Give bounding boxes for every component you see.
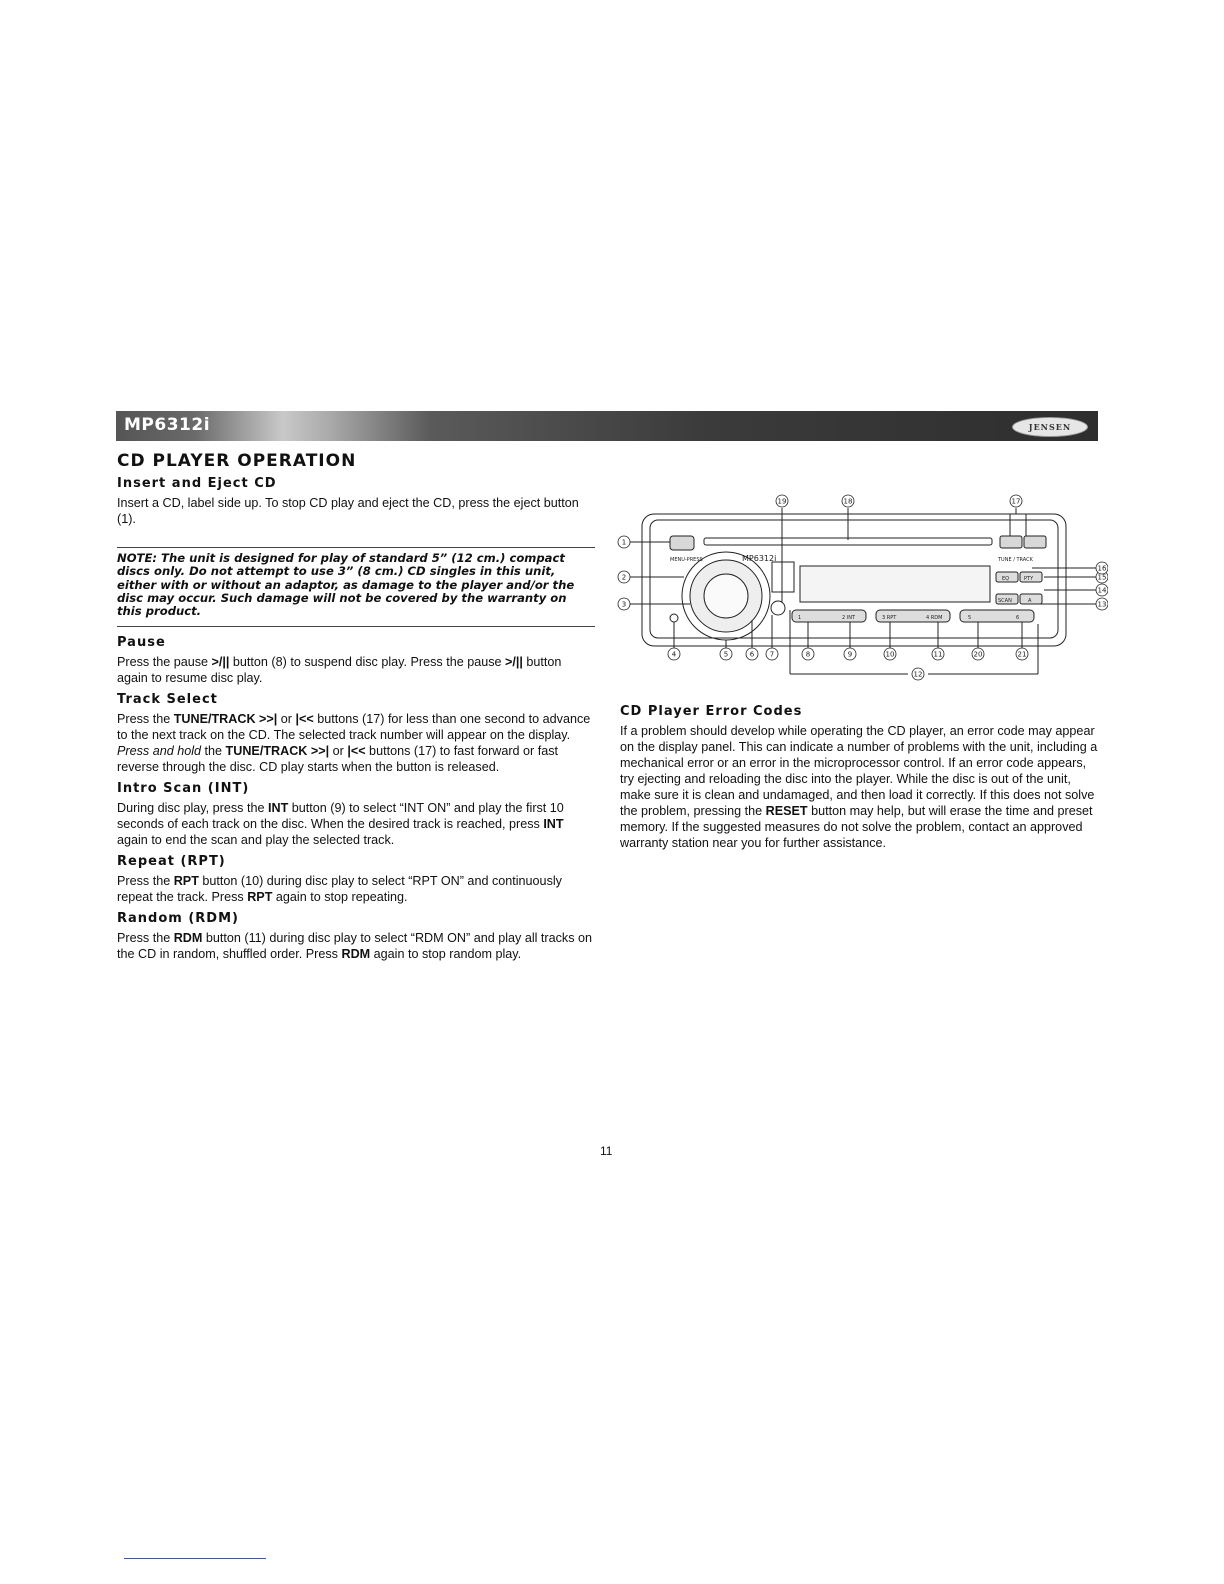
- callout-18: [842, 495, 854, 507]
- random-heading: Random (RDM): [117, 911, 239, 927]
- callout-20: [972, 648, 984, 660]
- left-column: [117, 476, 595, 962]
- insert-eject-heading: Insert and Eject CD: [117, 476, 277, 491]
- svg-text:20: 20: [973, 650, 983, 659]
- callout-3: [618, 598, 630, 610]
- svg-text:19: 19: [777, 497, 787, 506]
- callout-10: [884, 648, 896, 660]
- scan-label: SCAN: [998, 598, 1012, 604]
- svg-text:6: 6: [749, 650, 755, 659]
- track-prev-button: [1000, 536, 1022, 548]
- right-column: [620, 704, 1098, 851]
- pty-label: PTY: [1024, 576, 1034, 582]
- brand-logo: JENSEN: [1012, 417, 1088, 437]
- callout-21: [1016, 648, 1028, 660]
- reset-button: [670, 614, 678, 622]
- intro-scan-heading: Intro Scan (INT): [117, 781, 250, 797]
- error-codes-heading: CD Player Error Codes: [620, 704, 803, 719]
- preset-label-3: 3 RPT: [882, 615, 897, 621]
- pause-heading: Pause: [117, 635, 166, 651]
- as-label: A: [1028, 598, 1032, 604]
- callout-2: [618, 571, 630, 583]
- faceplate-model-label: MP6312i: [742, 554, 777, 563]
- pause-text: Press the pause >/|| button (8) to suspend disc play. Press the pause >/|| button again to resume disc play.: [117, 655, 562, 686]
- svg-text:7: 7: [769, 650, 775, 659]
- callout-1: [618, 536, 630, 548]
- header-bar: [116, 411, 1098, 441]
- callout-13: [1096, 598, 1108, 610]
- svg-text:21: 21: [1017, 650, 1027, 659]
- svg-text:18: 18: [843, 497, 853, 506]
- callout-6: [746, 648, 758, 660]
- cd-logo-area: [772, 562, 794, 592]
- aux-jack: [771, 601, 785, 615]
- tune-track-label: TUNE / TRACK: [998, 557, 1033, 563]
- preset-label-2: 2 INT: [842, 615, 856, 621]
- page-number: 11: [600, 1144, 613, 1158]
- header-model: MP6312i: [124, 415, 211, 435]
- svg-text:15: 15: [1097, 573, 1107, 582]
- track-select-heading: Track Select: [117, 692, 218, 708]
- callout-9: [844, 648, 856, 660]
- callout-16: [1096, 562, 1108, 574]
- svg-text:16: 16: [1097, 564, 1107, 573]
- svg-text:5: 5: [723, 650, 729, 659]
- svg-text:1: 1: [621, 538, 627, 547]
- svg-text:8: 8: [805, 650, 811, 659]
- preset-label-6: 6: [1016, 615, 1020, 621]
- svg-text:11: 11: [933, 650, 943, 659]
- svg-text:4: 4: [671, 650, 677, 659]
- callout-11: [932, 648, 944, 660]
- track-next-button: [1024, 536, 1046, 548]
- track-select-text: Press the TUNE/TRACK >>| or |<< buttons (17) for less than one second to advance to the next track on the CD. The selected track number will appear on the display. Press and hold the TUNE/TRACK >>| or |<< buttons (17) to fast forward or fast reverse through the disc. CD play starts when the button is released.: [117, 712, 591, 775]
- insert-eject-text: Insert a CD, label side up. To stop CD play and eject the CD, press the eject button (1).: [117, 496, 579, 526]
- callout-14: [1096, 584, 1108, 596]
- error-codes-text: If a problem should develop while operating the CD player, an error code may appear on the display panel. This can indicate a number of problems with the unit, including a mechanical error or an error in the microprocessor control. If an error code appears, try ejecting and reloading the disc into the player. While the disc is out of the unit, make sure it is clean and undamaged, and then load it correctly. If this does not solve the problem, pressing the RESET button may help, but will erase the time and preset memory. If the suggested measures do not solve the problem, contact an approved warranty station near you for further assistance.: [620, 724, 1098, 850]
- menu-press-label: MENU-PRESS: [670, 557, 703, 563]
- page-title: CD PLAYER OPERATION: [117, 451, 357, 471]
- repeat-heading: Repeat (RPT): [117, 854, 226, 870]
- callout-4: [668, 648, 680, 660]
- random-text: Press the RDM button (11) during disc play to select “RDM ON” and play all tracks on the CD in random, shuffled order. Press RDM again to stop random play.: [117, 931, 593, 962]
- svg-text:12: 12: [913, 670, 923, 679]
- callout-12: [912, 668, 924, 680]
- eq-label: EQ: [1002, 576, 1010, 582]
- preset-label-1: 1: [798, 615, 802, 621]
- callout-8: [802, 648, 814, 660]
- lcd-display: [800, 566, 990, 602]
- callout-5: [720, 648, 732, 660]
- repeat-text: Press the RPT button (10) during disc play to select “RPT ON” and continuously repeat the track. Press RPT again to stop repeating.: [117, 874, 562, 905]
- volume-knob: [704, 574, 748, 618]
- intro-scan-text: During disc play, press the INT button (9) to select “INT ON” and play the first 10 seconds of each track on the disc. When the desired track is reached, press INT again to end the scan and play the selected track.: [117, 801, 564, 848]
- preset-label-4: 4 RDM: [926, 615, 943, 621]
- note-box: NOTE: The unit is designed for play of standard 5” (12 cm.) compact discs only. Do not attempt to use 3” (8 cm.) CD singles in this unit, either with or without an adaptor, as damage to the player and/or the disc may occur. Such damage will not be covered by the warranty on this product.: [117, 547, 595, 627]
- callout-7: [766, 648, 778, 660]
- svg-text:9: 9: [847, 650, 853, 659]
- eject-button: [670, 536, 694, 550]
- svg-text:10: 10: [885, 650, 895, 659]
- footer-divider: [124, 1558, 266, 1559]
- svg-text:13: 13: [1097, 600, 1107, 609]
- svg-text:3: 3: [621, 600, 627, 609]
- preset-label-5: 5: [968, 615, 972, 621]
- callout-19: [776, 495, 788, 507]
- faceplate-diagram: [612, 490, 1108, 686]
- callout-17: [1010, 495, 1022, 507]
- svg-text:14: 14: [1097, 586, 1107, 595]
- svg-text:17: 17: [1011, 497, 1021, 506]
- svg-text:2: 2: [621, 573, 627, 582]
